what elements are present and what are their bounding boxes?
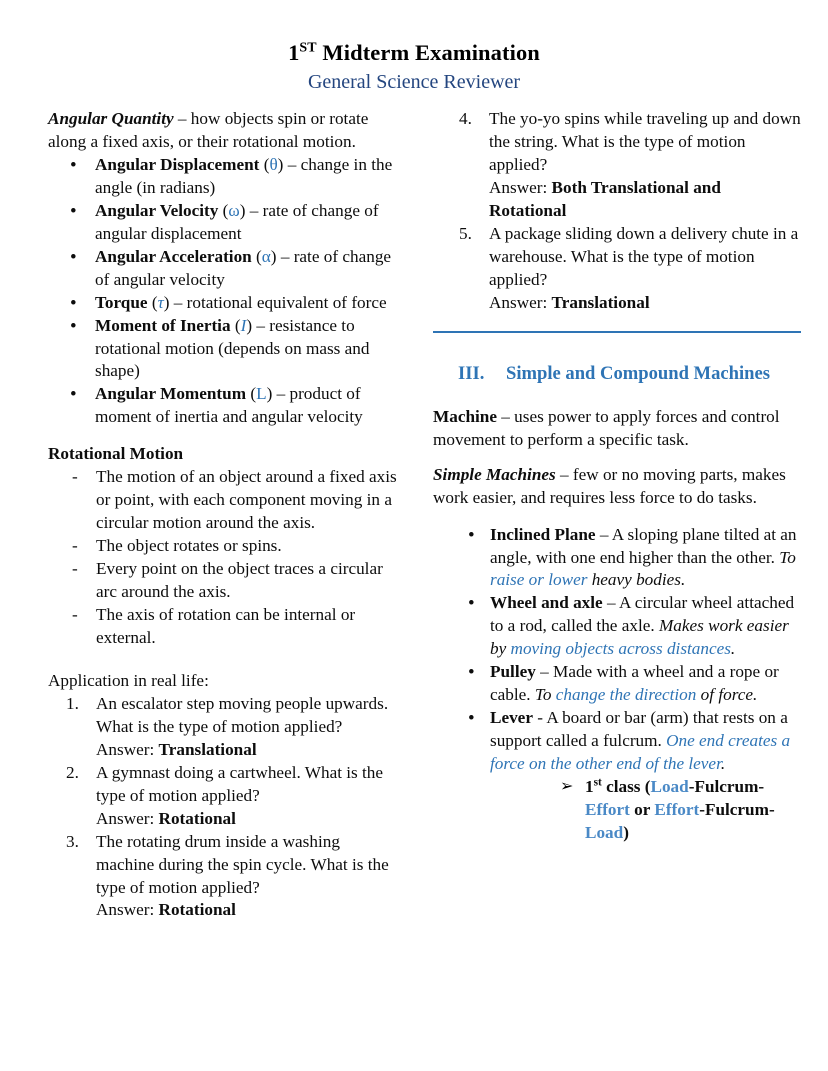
item-symbol-close: ) [277,154,288,174]
greek-tau-symbol: τ [157,292,164,312]
inertia-symbol: I [240,315,247,335]
list-item [48,154,400,200]
question-text: An escalator step moving people upwards. What is the type of motion applied? [96,693,389,736]
rotational-motion-list [48,466,400,650]
machine-name: Lever [490,708,533,728]
angular-quantity-definition [48,108,400,154]
machine-term: Machine [433,406,497,426]
lever-part-load: Load [650,777,689,797]
ordinal-suffix: st [593,776,602,789]
item-definition: A sloping plane tilted at an angle, with one end higher than the other. [490,524,797,567]
angular-quantity-list [48,154,400,429]
right-column [433,108,801,845]
machine-name: Inclined Plane [490,524,596,544]
conjunction: or [629,800,655,819]
title-main: Midterm Examination [322,40,540,65]
lever-part-load-alt: Load [585,822,624,842]
list-item [48,315,400,384]
answer-line [489,177,801,223]
machine-name: Wheel and axle [490,593,603,613]
list-item: - The object rotates or spins. [48,535,400,558]
list-item [48,831,400,923]
item-definition: product of moment of inertia and angular velocity [95,384,363,427]
note-highlight: One end creates a force on the other end of the lever [490,731,791,774]
item-term: Angular Displacement [95,154,260,174]
item-symbol-open: ( [218,200,229,220]
item-symbol-close: ) [266,384,277,404]
question-text: A package sliding down a delivery chute in a warehouse. What is the type of motion applied? [489,223,799,289]
item-dash: – [602,593,619,613]
simple-machines-list [433,524,801,845]
item-dash: - [532,708,547,728]
spacer [48,429,400,443]
greek-omega-symbol: ω [228,200,240,220]
item-definition: rate of change of angular velocity [95,246,392,289]
list-item [433,661,801,707]
item-dash: – [276,384,290,404]
item-dash: – [280,246,294,266]
simple-machines-dash: – [555,464,573,484]
item-definition: resistance to rotational motion (depends on mass and shape) [95,315,370,381]
item-term: Moment of Inertia [95,315,231,335]
note-post: . [730,639,736,659]
item-symbol-open: ( [259,154,270,174]
item-definition: rotational equivalent of force [186,292,387,312]
question-text: A gymnast doing a cartwheel. What is the type of motion applied? [96,762,384,805]
list-item [48,246,400,292]
page-subtitle: General Science Reviewer [307,70,521,93]
answer-value: Rotational [158,808,236,828]
separator: - [688,777,695,797]
item-symbol-close: ) [239,200,250,220]
closing-paren: ) [623,822,629,842]
section-title: Simple and Compound Machines [506,362,770,384]
section-numeral: III. [458,362,485,384]
lever-part-effort: Effort [585,800,630,819]
note-post: . [720,754,726,774]
lever-part-fulcrum-alt: Fulcrum [704,800,769,819]
spacer [433,510,801,524]
machine-dash: – [496,406,515,426]
list-item [490,776,801,845]
list-item [48,200,400,246]
item-symbol-open: ( [147,292,158,312]
item-dash: – [173,292,187,312]
angular-quantity-dash: – [173,109,191,128]
document-header [0,0,828,94]
item-symbol-close: ) [246,315,257,335]
answer-label: Answer: [96,739,159,759]
section-divider [433,331,801,333]
simple-machines-text: few or no moving parts, makes work easier, and requires less force to do tasks. [433,464,786,507]
note-highlight: raise or lower [490,570,588,590]
answer-line [96,739,400,762]
item-symbol-open: ( [251,246,262,266]
list-item: - Every point on the object traces a circular arc around the axis. [48,558,400,604]
answer-line [96,899,400,922]
note-pre: To [534,685,556,705]
title-ordinal: ST [299,40,317,56]
item-symbol-close: ) [270,246,281,266]
list-item [48,292,400,315]
answer-label: Answer: [96,808,159,828]
page-title [0,40,828,67]
item-term: Angular Velocity [95,200,219,220]
item-symbol-close: ) [163,292,174,312]
list-item [48,383,400,429]
answer-line [489,292,801,315]
answer-value: Translational [551,292,650,312]
note-post: heavy bodies. [587,570,686,590]
list-item [433,592,801,661]
machine-text: uses power to apply forces and control movement to perform a specific task. [433,406,780,449]
simple-machines-term: Simple Machines [433,464,556,484]
answer-value: Translational [158,739,257,759]
application-heading: Application in real life: [48,670,209,690]
note-highlight: change the direction [555,685,697,705]
item-symbol-open: ( [246,384,257,404]
answer-value: Both Translational and Rotational [489,177,721,220]
list-item [48,693,400,762]
question-text: The rotating drum inside a washing machine during the spin cycle. What is the type of motion applied? [96,831,389,897]
item-dash: – [287,154,301,174]
list-item [433,223,801,315]
item-term: Torque [95,292,148,312]
lever-part-fulcrum: Fulcrum [694,777,759,797]
question-text: The yo-yo spins while traveling up and down the string. What is the type of motion applied? [489,109,801,174]
section-heading-machines [433,362,801,386]
item-dash: – [249,200,263,220]
answer-label: Answer: [489,177,552,197]
class-label: class ( [601,777,651,797]
list-item: - The axis of rotation can be internal or external. [48,604,400,650]
item-symbol-open: ( [230,315,241,335]
note-pre: Makes work easier by [490,616,789,659]
item-definition: Made with a wheel and a rope or cable. [490,662,779,705]
list-item [433,524,801,593]
answer-label: Answer: [96,900,159,920]
item-dash: – [595,524,612,544]
application-question-list [48,693,400,923]
separator: - [699,800,705,819]
answer-value: Rotational [158,900,236,920]
note-post: of force. [696,685,758,705]
two-column-body [0,108,828,1068]
list-item [48,762,400,831]
answer-label: Answer: [489,292,552,312]
lever-part-effort-alt: Effort [654,800,700,819]
list-item: - The motion of an object around a fixed axis or point, with each component moving in a circular motion around the axis. [48,466,400,535]
item-dash: – [256,315,270,335]
item-definition: rate of change of angular displacement [95,200,379,243]
separator: - [768,800,775,819]
application-question-list-continued [433,108,801,315]
item-definition: A board or bar (arm) that rests on a support called a fulcrum. [490,708,788,751]
left-column [48,108,400,922]
note-pre: To [779,547,796,567]
note-highlight: moving objects across distances [510,639,731,659]
item-definition: A circular wheel attached to a rod, called the axle. [490,593,795,636]
machine-name: Pulley [490,662,536,682]
greek-theta-symbol: θ [269,154,278,174]
list-item [433,108,801,223]
lever-class-list [490,776,801,845]
list-item [433,707,801,845]
item-definition: change in the angle (in radians) [95,154,393,197]
spacer [48,650,400,670]
item-term: Angular Acceleration [95,246,252,266]
angular-quantity-text: how objects spin or rotate along a fixed axis, or their rotational motion. [48,109,369,151]
angular-quantity-term: Angular Quantity [48,109,174,128]
greek-alpha-symbol: α [261,246,271,266]
rotational-motion-heading: Rotational Motion [48,444,184,464]
separator: - [758,777,765,797]
machine-definition [433,406,801,452]
item-term: Angular Momentum [95,384,247,404]
item-dash: – [535,662,554,682]
title-number: 1 [288,40,300,65]
ordinal-number: 1 [585,777,594,797]
simple-machines-definition [433,464,801,510]
momentum-symbol: L [256,384,267,404]
answer-line [96,808,400,831]
